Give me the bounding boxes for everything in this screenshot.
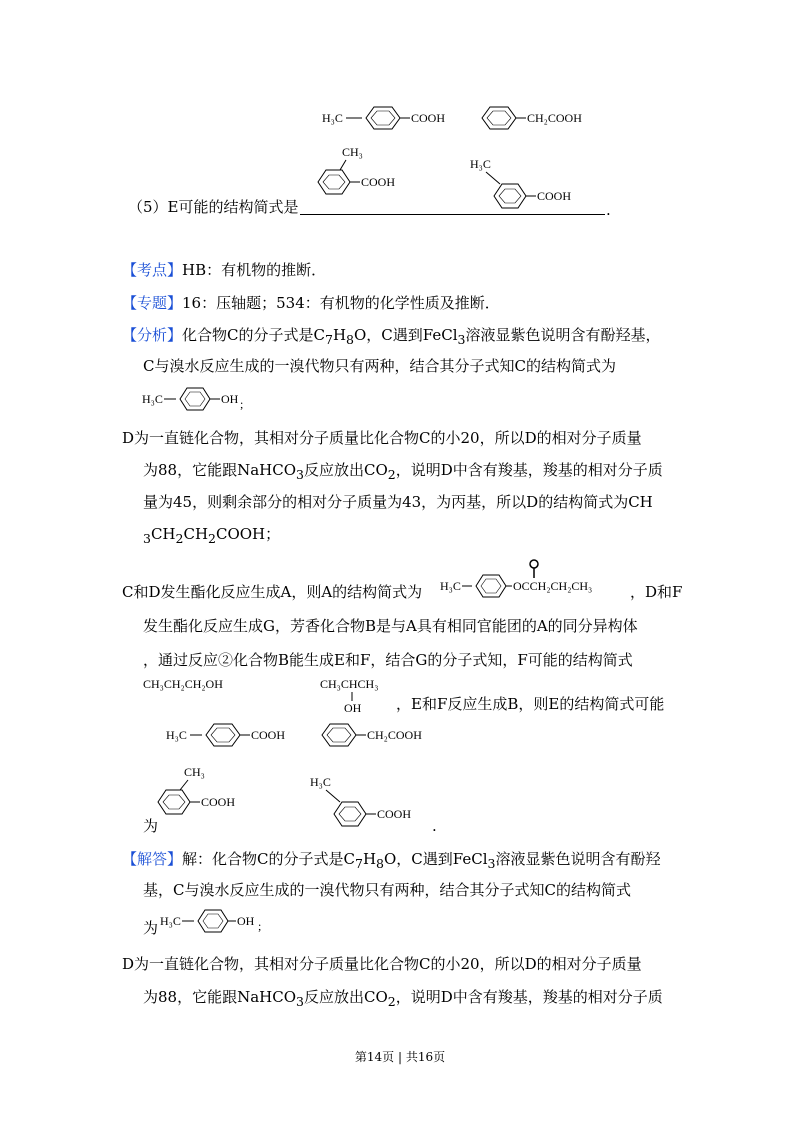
text-span: 溶液显紫色说明含有酚羟 — [495, 850, 661, 868]
h3c-label: H₃C — [142, 392, 163, 406]
para-d-line-3: 量为45，则剩余部分的相对分子质量为43，为丙基，所以D的结构简式为CH — [143, 493, 653, 511]
structure-m-methylbenzoic-acid-2 — [310, 774, 430, 836]
cooh-label: COOH — [201, 795, 236, 809]
structure-o-methylbenzoic-acid — [312, 144, 412, 206]
oh-label: OH — [237, 914, 255, 928]
para-d-line-2 — [143, 460, 663, 485]
text-span: 解：化合物C的分子式是C — [182, 850, 355, 868]
structure-o-methylbenzoic-acid-2 — [150, 764, 250, 826]
subscript: 8 — [346, 332, 354, 347]
ch3-label: CH₃ — [342, 145, 363, 159]
para-c-line-2: 发生酯化反应生成G，芳香化合物B是与A具有相同官能团的A的同分异构体 — [143, 617, 638, 635]
para-d2-line-2 — [143, 987, 663, 1012]
subscript: 3 — [296, 994, 304, 1009]
structure-p-methylbenzoic-acid-2 — [166, 720, 296, 752]
semicolon: ; — [258, 919, 262, 933]
q5-end: . — [606, 201, 611, 219]
structure-phenylacetic-acid — [480, 103, 610, 135]
cooh-label: COOH — [251, 728, 286, 742]
structure-ester-a — [440, 556, 640, 604]
text-span: 反应放出CO — [303, 461, 388, 479]
kaodian-line — [122, 260, 326, 280]
kaodian-text: HB：有机物的推断． — [182, 261, 327, 279]
zhuanti-line — [122, 293, 500, 313]
oh-label: OH — [344, 701, 362, 715]
kaodian-tag: 【考点】 — [122, 261, 183, 279]
text-span: 为88，它能跟NaHCO — [143, 461, 297, 479]
subscript: 2 — [387, 467, 396, 482]
semicolon: ; — [240, 397, 244, 411]
ch2cooh-label: CH₂COOH — [527, 111, 582, 125]
subscript: 3 — [457, 332, 466, 347]
text-span: O，C遇到FeCl — [353, 326, 458, 344]
fenxi-tag: 【分析】 — [122, 326, 183, 344]
structure-propanol — [143, 674, 253, 694]
para-c-line-1b: ，D和F — [630, 583, 683, 601]
subscript: 3 — [143, 531, 151, 546]
h3c-label: H₃C — [166, 728, 187, 742]
ch3-label: CH₃ — [184, 765, 205, 779]
structure-p-methylbenzoic-acid — [322, 103, 452, 135]
wei-label: 为 — [143, 817, 159, 835]
subscript: 2 — [175, 531, 184, 546]
subscript: 7 — [354, 856, 363, 871]
h3c-label: H₃C — [310, 775, 331, 789]
oh-label: OH — [221, 392, 239, 406]
structure-m-methylbenzoic-acid — [470, 156, 590, 218]
text-span: 溶液显紫色说明含有酚羟基， — [465, 326, 661, 344]
propanol-label: CH₃CH₂CH₂OH — [143, 677, 223, 691]
text-span: 反应放出CO — [303, 988, 388, 1006]
text-span: O，C遇到FeCl — [383, 850, 488, 868]
ester-chain-label: OCCH₂CH₂CH₃ — [513, 579, 593, 593]
ch2cooh-label: CH₂COOH — [367, 728, 422, 742]
para-d2-line-1: D为一直链化合物，其相对分子质量比化合物C的小20，所以D的相对分子质量 — [122, 955, 642, 973]
h3c-label: H₃C — [470, 157, 491, 171]
para-c-line-1a: C和D发生酯化反应生成A，则A的结构简式为 — [122, 583, 423, 601]
fenxi-line-1 — [122, 325, 660, 350]
text-span: H — [362, 850, 377, 868]
subscript: 7 — [324, 332, 333, 347]
para-c-line-3: ，通过反应②化合物B能生成E和F，结合G的分子式知，F可能的结构简式 — [143, 651, 633, 669]
jieda-wei-label: 为 — [143, 919, 159, 937]
subscript: 2 — [387, 994, 396, 1009]
text-span: CH — [150, 525, 176, 543]
h3c-label: H₃C — [440, 579, 461, 593]
text-span: H — [332, 326, 347, 344]
cooh-label: COOH — [537, 189, 572, 203]
structure-p-cresol-2 — [160, 906, 280, 936]
fenxi-line-2: C与溴水反应生成的一溴代物只有两种，结合其分子式知C的结构简式为 — [143, 357, 616, 375]
para-d-line-1: D为一直链化合物，其相对分子质量比化合物C的小20，所以D的相对分子质量 — [122, 429, 642, 447]
h3c-label: H₃C — [322, 111, 343, 125]
text-span: ，说明D中含有羧基，羧基的相对分子质 — [395, 988, 663, 1006]
zhuanti-text: 16：压轴题；534：有机物的化学性质及推断． — [182, 294, 500, 312]
subscript: 8 — [376, 856, 384, 871]
para-c-end: . — [432, 817, 437, 835]
text-span: 化合物C的分子式是C — [182, 326, 325, 344]
jieda-line-2: 基，C与溴水反应生成的一溴代物只有两种，结合其分子式知C的结构简式 — [143, 881, 631, 899]
text-span: 为88，它能跟NaHCO — [143, 988, 297, 1006]
cooh-label: COOH — [377, 807, 412, 821]
para-d-line-4 — [143, 524, 280, 549]
cooh-label: COOH — [361, 175, 396, 189]
cooh-label: COOH — [411, 111, 446, 125]
carbonyl-oxygen — [530, 560, 538, 568]
isopropanol-label: CH₃CHCH₃ — [320, 677, 379, 691]
subscript: 3 — [296, 467, 304, 482]
subscript: 2 — [208, 531, 216, 546]
page-footer: 第14页 | 共16页 — [354, 1050, 446, 1064]
para-c-line-4: ，E和F反应生成B，则E的结构简式可能 — [396, 695, 665, 713]
text-span: COOH； — [215, 525, 281, 543]
text-span: CH — [183, 525, 209, 543]
structure-phenylacetic-acid-2 — [320, 720, 450, 752]
q5-label: （5）E可能的结构简式是 — [128, 198, 299, 216]
jieda-line-1 — [122, 849, 660, 874]
jieda-tag: 【解答】 — [122, 850, 183, 868]
subscript: 3 — [487, 856, 496, 871]
zhuanti-tag: 【专题】 — [122, 294, 183, 312]
structure-p-cresol — [142, 384, 262, 414]
text-span: ，说明D中含有羧基，羧基的相对分子质 — [395, 461, 663, 479]
h3c-label: H₃C — [160, 914, 181, 928]
